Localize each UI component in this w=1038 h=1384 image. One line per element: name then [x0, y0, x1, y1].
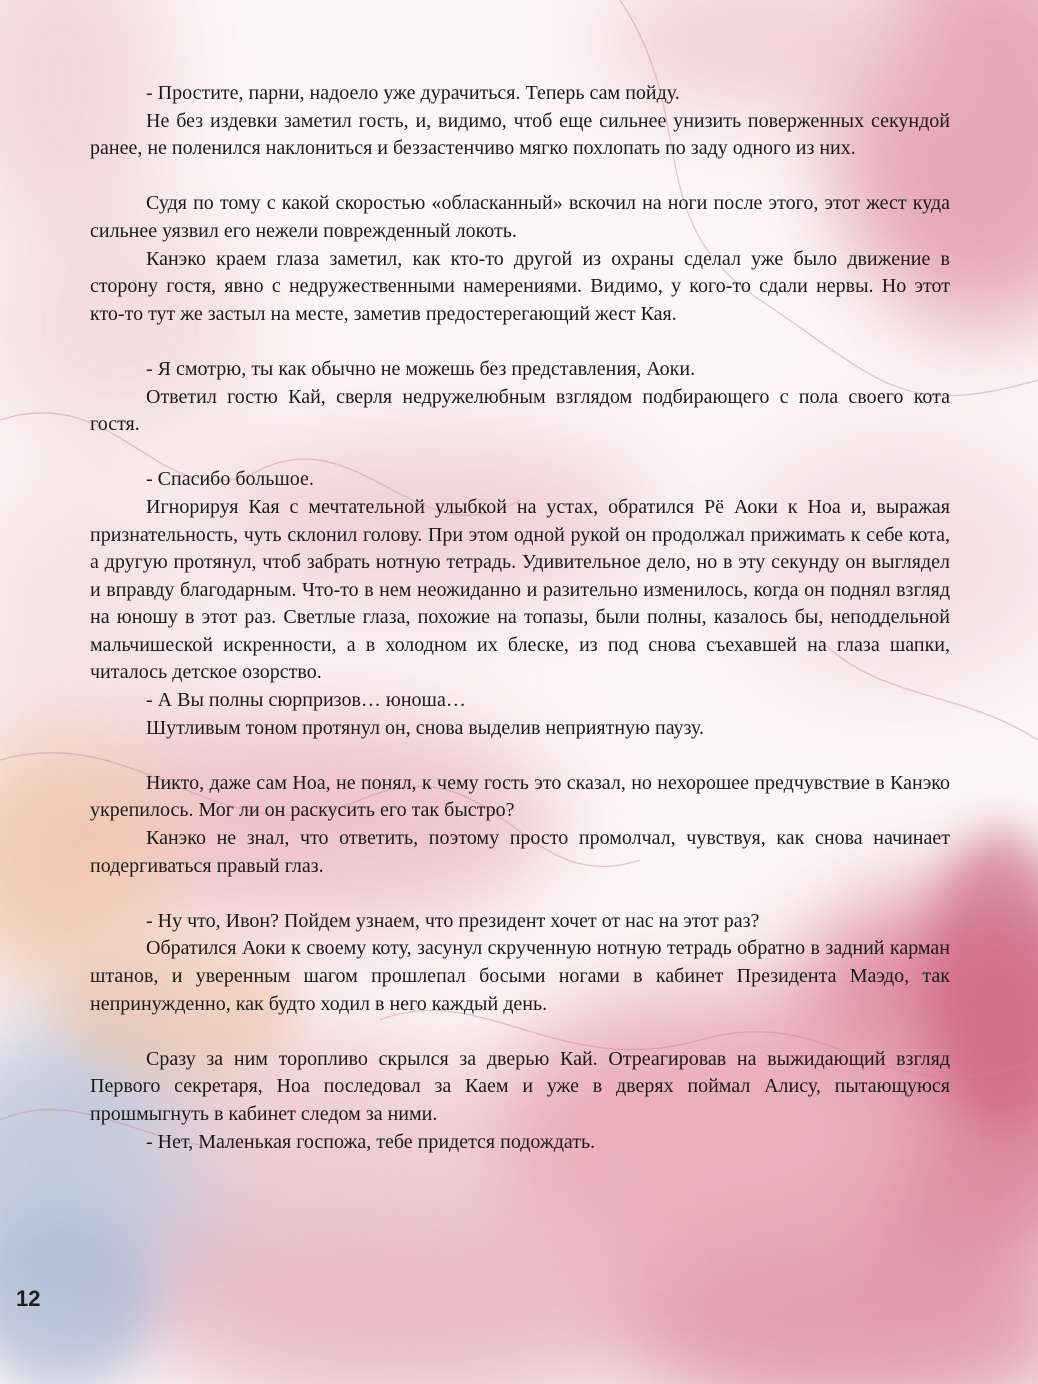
paragraph: Судя по тому с какой скоростью «обласканный» вскочил на ноги после этого, этот жест куда сильнее уязвил его нежели поврежденный локоть.: [90, 192, 950, 242]
paragraph: - Простите, парни, надоело уже дурачиться. Теперь сам пойду.: [146, 82, 680, 104]
paragraph-spacer: [90, 163, 950, 191]
paragraph: - А Вы полны сюрпризов… юноша…: [146, 689, 466, 712]
paragraph-spacer: [90, 742, 950, 770]
paragraph-spacer: [90, 439, 950, 467]
paragraph: Не без издевки заметил гость, и, видимо, чтоб еще сильнее унизить поверженных секундой ранее, не поленился наклониться и беззастенчиво мягко похлопать по заду одного из них.: [90, 109, 950, 160]
paragraph: Канэко краем глаза заметил, как кто-то другой из охраны сделал уже было движение в сторону гостя, явно с недружественными намерениями. Видимо, у кого-то сдали нервы. Но этот кто-то тут же застыл на месте, заметив предостерегающий жест Кая.: [90, 247, 950, 325]
paragraph: - Я смотрю, ты как обычно не можешь без представления, Аоки.: [146, 357, 696, 380]
paragraph: Игнорируя Кая с мечтательной улыбкой на устах, обратился Рё Аоки к Ноа и, выражая признательность, чуть склонил голову. При этом одной рукой он продолжал прижимать к себе кота, а другую протянул, чтоб забрать нотную тетрадь. Удивительное дело, но в эту секунду он выглядел и вправду благодарным. Что-то в нем неожиданно и разительно изменилось, когда он поднял взгляд на юношу в этот раз. Светлые глаза, похожие на топазы, были полны, казалось бы, неподдельной мальчишеской искренности, а в холодном их блеске, из под снова съехавшей на глаза шапки, читалось детское озорство.: [90, 495, 950, 684]
story-text: [90, 80, 950, 1156]
paragraph: Ответил гостю Кай, сверля недружелюбным взглядом подбирающего с пола своего кота гостя.: [90, 385, 950, 436]
paragraph: - Нет, Маленькая госпожа, тебе придется подождать.: [146, 1130, 596, 1153]
paragraph: Обратился Аоки к своему коту, засунул скрученную нотную тетрадь обратно в задний карман штанов, и уверенным шагом прошлепал босыми ногами в кабинет Президента Маэдо, так непринужденно, как будто ходил в него каждый день.: [90, 937, 950, 1015]
paragraph: Шутливым тоном протянул он, снова выделив неприятную паузу.: [146, 716, 705, 739]
paragraph-spacer: [90, 1018, 950, 1046]
paragraph: Никто, даже сам Ноа, не понял, к чему гость это сказал, но нехорошее предчувствие в Канэко укрепилось. Мог ли он раскусить его так быстро?: [90, 771, 950, 822]
paragraph: - Спасибо большое.: [146, 468, 314, 491]
paragraph-spacer: [90, 328, 950, 356]
paragraph-spacer: [90, 880, 950, 908]
paragraph: Канэко не знал, что ответить, поэтому просто промолчал, чувствуя, как снова начинает подергиваться правый глаз.: [90, 827, 950, 877]
page-number: 12: [16, 1286, 41, 1311]
paragraph: - Ну что, Ивон? Пойдем узнаем, что президент хочет от нас на этот раз?: [146, 909, 760, 932]
paragraph: Сразу за ним торопливо скрылся за дверью Кай. Отреагировав на выжидающий взгляд Первого секретаря, Ноа последовал за Каем и уже в дверях поймал Алису, пытающуюся прошмыгнуть в кабинет следом за ними.: [90, 1047, 950, 1125]
